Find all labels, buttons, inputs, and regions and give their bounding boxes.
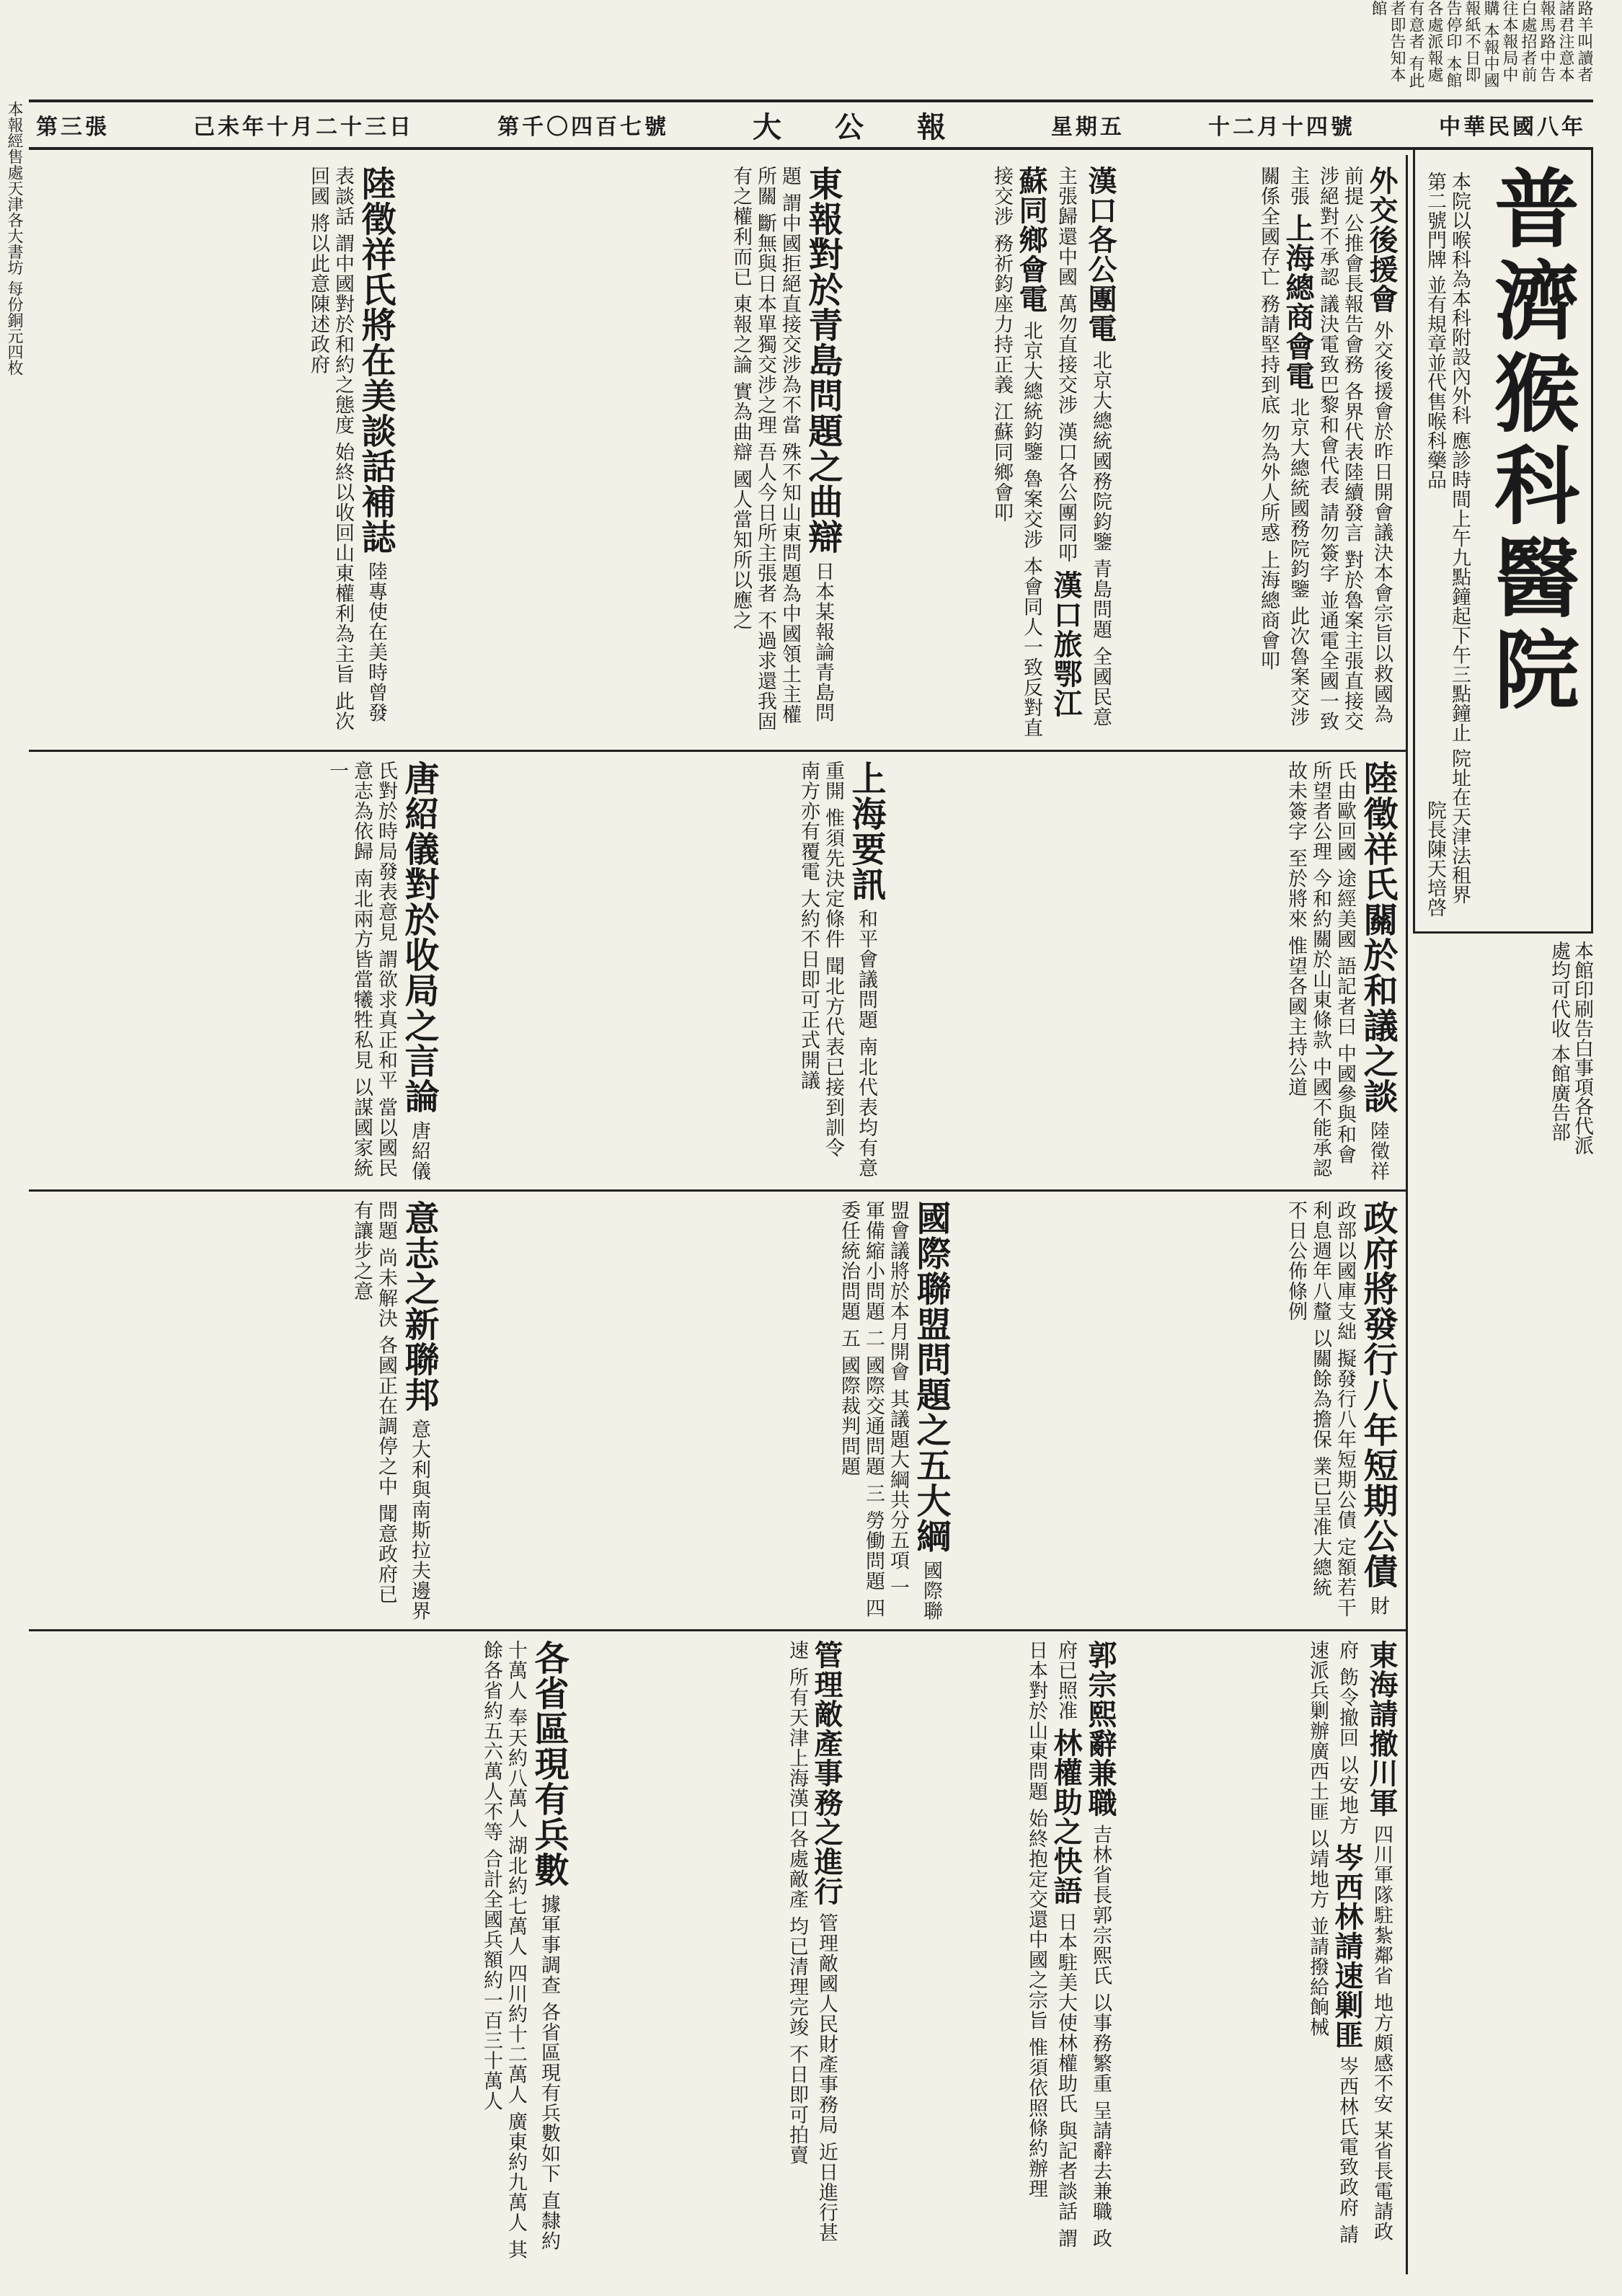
article-text: 四川軍隊駐紮鄰省 地方頗感不安 某省長電請政府 飭令撤回 以安地方 [1336,1640,1393,2242]
article [894,761,1399,1182]
article [1125,1640,1399,2260]
top-right-notice: 路羊叫讀者諸君注意本報馬路中告白處招者前往本報局中購 本報中國報紙不日即告停印 本館各處派報處有意者 有此者即告知本館 [1369,0,1593,89]
article-text: 唐紹儀氏對於時局發表意見 謂欲求真正和平 當以國民意志為依歸 南北兩方皆當犧牲私見 以謀國家統一 [326,761,430,1182]
advert-signature: 院長陳天培啓 [1424,800,1446,917]
masthead-paper-name: 大 公 報 [753,110,967,144]
article-text: 國際聯盟會議將於本月開會 其議題大綱共分五項 一 軍備縮小問題 二 國際交通問題 三 勞働問題 四 委任統治問題 五 國際裁判問題 [838,1200,942,1621]
article-heading: 岑西林請速剿匪 [1330,1842,1364,2049]
masthead-lunar-date: 己未年十月二十三日 [193,115,415,140]
article-heading: 林權助之快語 [1049,1727,1083,1905]
article-text: 意大利與南斯拉夫邊界問題 尚未解決 各國正在調停之中 聞意政府已有讓步之意 [350,1200,430,1621]
article-heading: 意志之新聯邦 [399,1200,439,1412]
article-heading: 外交後援會 [1365,166,1399,314]
article-heading: 陸徵祥氏將在美談話補誌 [355,166,396,554]
article-text: 北京大總統鈞鑒 魯案交涉 本會同人一致反對直接交涉 務祈鈞座力持正義 江蘇同鄉會叩 [991,166,1042,738]
article [404,166,843,743]
masthead-date-republic: 中華民國八年 [1438,115,1586,140]
article [851,166,1117,743]
colophon: 本報經售處天津各大書坊 每份銅元四枚 [5,101,23,376]
hospital-advert [1413,148,1593,934]
divider-upper [29,750,1406,752]
article [447,1200,952,1622]
article [851,1640,1117,2260]
divider-middle [29,1189,1406,1192]
article-heading: 國際聯盟問題之五大綱 [910,1200,951,1553]
article-text: 和平會議問題 南北代表均有意重開 惟須先決定條件 聞北方代表已接到訓令 南方亦有覆電 大約不日即可正式開議 [797,761,877,1179]
article [447,761,887,1182]
article-text: 日本駐美大使林權助氏 與記者談話 謂日本對於山東問題 始終抱定交還中國之宗旨 惟須依照條約辦理 [1025,1640,1077,2249]
article-heading: 各省區現有兵數 [528,1640,569,1887]
divider-vertical-advert [1406,155,1408,2274]
article-text: 北京大總統國務院鈞鑒 青島問題 全國民意主張歸還中國 萬勿直接交涉 漢口各公團同叩 [1055,166,1112,727]
article-heading: 管理敵產事務之進行 [810,1640,843,1906]
article [1125,166,1399,743]
article-text: 日本某報論青島問題 謂中國拒絕直接交涉為不當 殊不知山東問題為中國領土主權所關 斷無與日本單獨交涉之理 吾人今日所主張者 不過求還我固有之權利而已 東報之論 實為曲辯 國人當知所以應之 [730,166,834,732]
article-heading: 上海總商會電 [1281,213,1315,391]
article [36,761,440,1182]
article [36,1640,570,2260]
article-text: 北京大總統國務院鈞鑒 此次魯案交涉關係全國存亡 務請堅持到底 勿為外人所惑 上海總商會叩 [1257,166,1309,727]
masthead-issue: 第千〇四百七號 [497,115,670,140]
divider-lower [29,1629,1406,1631]
article-heading: 東海請撤川軍 [1365,1640,1399,1817]
article-text: 外交後援會於昨日開會議決本會宗旨以救國為前提 公推會長報告會務 各界代表陸續發言 對於魯案主張直接交涉絕對不承認 議決電致巴黎和會代表 請勿簽字 並通電全國一致主張 [1287,166,1393,732]
article-text: 財政部以國庫支絀 擬發行八年短期公債 定額若干 利息週年八釐 以關餘為擔保 業已呈准大總統 不日公佈條例 [1285,1200,1389,1618]
article [36,166,396,743]
article-heading: 唐紹儀對於收局之言論 [399,761,439,1114]
article-text: 岑西林氏電致政府 請速派兵剿辦廣西土匪 以靖地方 並請撥給餉械 [1306,1640,1358,2245]
article [959,1200,1399,1622]
masthead-weekday: 星期五 [1050,115,1125,140]
masthead-page-number: 第三張 [36,115,110,140]
article-heading: 東報對於青島問題之曲辯 [802,166,843,554]
article-heading: 漢口各公團電 [1083,166,1117,343]
article [577,1640,843,2260]
masthead [29,99,1593,150]
article-text: 據軍事調查 各省區現有兵數如下 直隸約十萬人 奉天約八萬人 湖北約七萬人 四川約十二萬人 廣東約九萬人 其餘各省約五六萬人不等 合計全國兵額約一百三十萬人 [480,1640,560,2260]
article-text: 陸專使在美時曾發表談話 謂中國對於和約之態度 始終以收回山東權利為主旨 此次回國 將以此意陳述政府 [307,166,387,732]
article-text: 管理敵國人民財產事務局 近日進行甚速 所有天津上海漢口各處敵產 均已清理完竣 不日即可拍賣 [786,1640,838,2243]
bottom-right-notice: 本館印刷告白事項各代派處均可代收 本館廣告部 [1548,941,1593,1155]
masthead-date-month: 十二月十四號 [1207,115,1355,140]
article-heading: 上海要訊 [846,761,886,902]
article-heading: 政府將發行八年短期公債 [1357,1200,1398,1589]
article-text: 吉林省長郭宗熙氏 以事務繁重 呈請辭去兼職 政府已照准 [1055,1640,1112,2249]
article-text: 陸徵祥氏由歐回國 途經美國 語記者曰 中國參與和會 所望者公理 今和約關於山東條款 中國不能承認 故未簽字 至於將來 惟望各國主持公道 [1285,761,1389,1182]
article-heading: 陸徵祥氏關於和議之談 [1357,761,1398,1114]
advert-title: 普濟猴科醫院 [1480,164,1579,718]
article-heading: 郭宗熙辭兼職 [1083,1640,1117,1817]
article-heading: 漢口旅鄂江蘇同鄉會電 [1014,166,1083,718]
advert-body: 本院以喉科為本科附設內外科 應診時間上午九點鐘起下午三點鐘止 院址在天津法租界第二號門牌 並有規章並代售喉科藥品 [1424,172,1471,905]
article [36,1200,440,1622]
